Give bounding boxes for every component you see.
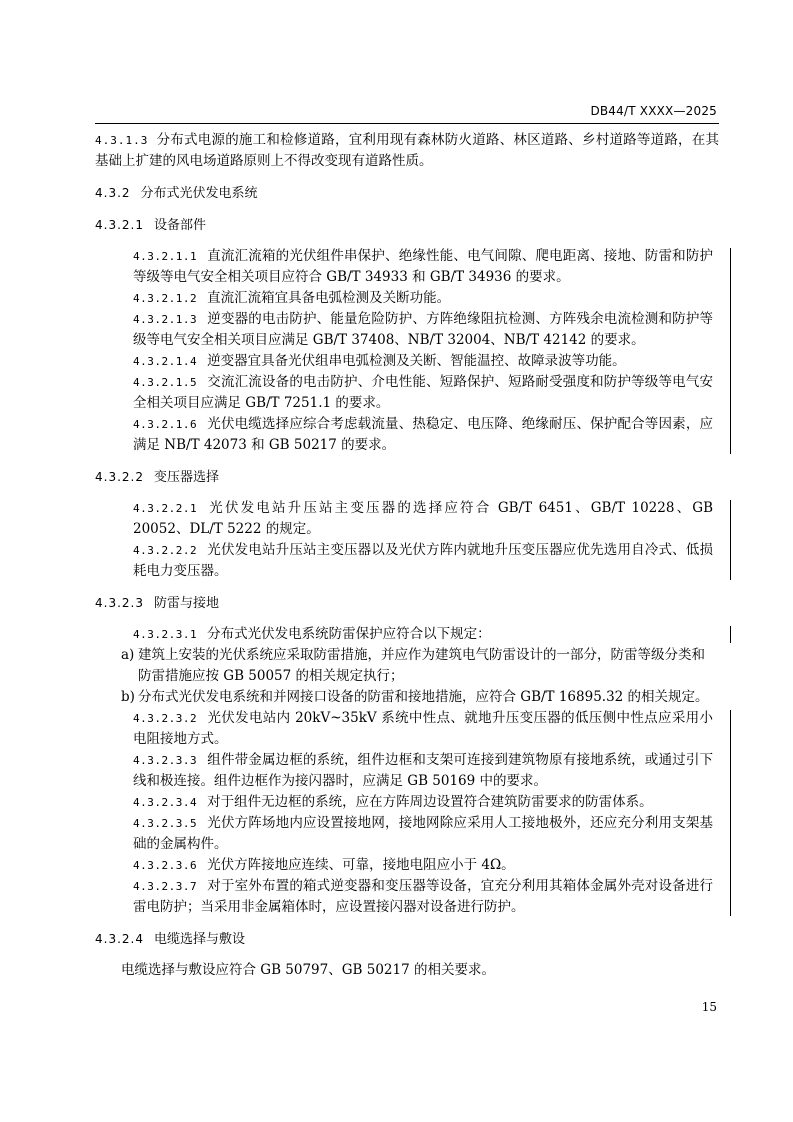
clause-item (133, 708, 713, 750)
item-text: 光伏发电站升压站主变压器的选择应符合 GB/T 6451、GB/T 10228、GB 20052、DL/T 5222 的规定。 (133, 500, 713, 537)
list-item (108, 687, 713, 708)
item-text: 光伏发电站升压站主变压器以及光伏方阵内就地升压变压器应优先选用自冷式、低损耗电力变压器。 (133, 542, 713, 579)
clause-4-3-2-4-text: 电缆选择与敷设应符合 GB 50797、GB 50217 的相关要求。 (121, 962, 495, 978)
item-text: 交流汇流设备的电击防护、介电性能、短路保护、短路耐受强度和防护等级等电气安全相关项目应满足 GB/T 7251.1 的要求。 (133, 374, 713, 411)
item-number: 4.3.2.3.1 (133, 628, 198, 641)
heading-number: 4.3.2 (95, 186, 131, 200)
heading-4-3-2-3 (95, 593, 719, 614)
clause-number: 4.3.1.3 (95, 134, 149, 147)
list-text: 建筑上安装的光伏系统应采取防雷措施，并应作为建筑电气防雷设计的一部分，防雷等级分类和防雷措施应按 GB 50057 的相关规定执行； (138, 647, 705, 684)
section-4-3-2-1-items (95, 246, 719, 456)
item-text: 直流汇流箱宜具备电弧检测及关断功能。 (207, 290, 451, 306)
list-4-3-2-3-1 (95, 645, 719, 708)
clause-item (133, 813, 713, 855)
list-label: b) (121, 689, 135, 705)
section-4-3-2-2-items (95, 498, 719, 582)
item-text: 光伏电缆选择应综合考虑载流量、热稳定、电压降、绝缘耐压、保护配合等因素，应满足 NB/T 42073 和 GB 50217 的要求。 (133, 416, 713, 453)
doc-code-header: DB44/T XXXX—2025 (590, 104, 717, 118)
clause-item (133, 288, 713, 309)
clause-item (133, 750, 713, 792)
item-text: 逆变器宜具备光伏组串电弧检测及关断、智能温控、故障录波等功能。 (207, 353, 626, 369)
item-number: 4.3.2.1.3 (133, 313, 198, 326)
clause-text: 分布式电源的施工和检修道路，宜利用现有森林防火道路、林区道路、乡村道路等道路，在其基础上扩建的风电场道路原则上不得改变现有道路性质。 (95, 132, 719, 169)
document-body (95, 130, 719, 981)
heading-number: 4.3.2.4 (95, 932, 144, 946)
item-text: 组件带金属边框的系统，组件边框和支架可连接到建筑物原有接地系统，或通过引下线和极连接。组件边框作为接闪器时，应满足 GB 50169 中的要求。 (133, 752, 713, 789)
clause-4-3-1-3 (95, 130, 719, 172)
item-number: 4.3.2.3.6 (133, 859, 198, 872)
heading-number: 4.3.2.1 (95, 218, 144, 232)
clause-item (133, 309, 713, 351)
heading-number: 4.3.2.3 (95, 596, 144, 610)
item-text: 光伏方阵场地内应设置接地网，接地网除应采用人工接地极外，还应充分利用支架基础的金属构件。 (133, 815, 713, 852)
section-4-3-2-3-items (95, 708, 719, 918)
item-number: 4.3.2.3.5 (133, 817, 198, 830)
clause-item (133, 540, 713, 582)
header-rule (95, 123, 719, 124)
item-text: 光伏发电站内 20kV~35kV 系统中性点、就地升压变压器的低压侧中性点应采用小电阻接地方式。 (133, 710, 713, 747)
item-number: 4.3.2.1.2 (133, 292, 198, 305)
clause-item (133, 498, 713, 540)
item-text: 光伏方阵接地应连续、可靠，接地电阻应小于 4Ω。 (207, 857, 515, 873)
heading-title: 变压器选择 (153, 470, 219, 485)
clause-item (133, 855, 713, 876)
item-number: 4.3.2.2.2 (133, 544, 198, 557)
heading-4-3-2-2 (95, 467, 719, 488)
section-4-3-2-3-first (95, 624, 719, 645)
item-text: 直流汇流箱的光伏组件串保护、绝缘性能、电气间隙、爬电距离、接地、防雷和防护等级等电气安全相关项目应符合 GB/T 34933 和 GB/T 34936 的要求。 (133, 248, 713, 285)
item-number: 4.3.2.3.3 (133, 754, 198, 767)
item-text: 逆变器的电击防护、能量危险防护、方阵绝缘阻抗检测、方阵残余电流检测和防护等级等电气安全相关项目应满足 GB/T 37408、NB/T 32004、NB/T 42142 的要求。 (133, 311, 713, 348)
item-number: 4.3.2.3.2 (133, 712, 198, 725)
item-text: 对于室外布置的箱式逆变器和变压器等设备，宜充分利用其箱体金属外壳对设备进行雷电防护；当采用非金属箱体时，应设置接闪器对设备进行防护。 (133, 878, 713, 915)
item-text: 分布式光伏发电系统防雷保护应符合以下规定： (207, 626, 491, 642)
heading-title: 防雷与接地 (153, 596, 219, 611)
heading-title: 电缆选择与敷设 (153, 932, 245, 947)
clause-item (133, 246, 713, 288)
page-number: 15 (701, 1000, 717, 1014)
clause-item (133, 876, 713, 918)
clause-item (133, 372, 713, 414)
list-item (108, 645, 713, 687)
item-number: 4.3.2.1.1 (133, 250, 198, 263)
heading-title: 设备部件 (153, 218, 206, 233)
item-number: 4.3.2.1.6 (133, 418, 198, 431)
item-number: 4.3.2.1.4 (133, 355, 198, 368)
heading-4-3-2-1 (95, 215, 719, 236)
list-label: a) (121, 647, 135, 663)
clause-item (133, 624, 713, 645)
item-number: 4.3.2.1.5 (133, 376, 198, 389)
clause-item (133, 351, 713, 372)
item-text: 对于组件无边框的系统，应在方阵周边设置符合建筑防雷要求的防雷体系。 (207, 794, 653, 810)
heading-number: 4.3.2.2 (95, 470, 144, 484)
item-number: 4.3.2.3.4 (133, 796, 198, 809)
heading-title: 分布式光伏发电系统 (140, 186, 258, 201)
heading-4-3-2 (95, 183, 719, 204)
heading-4-3-2-4 (95, 929, 719, 950)
clause-item (133, 792, 713, 813)
item-number: 4.3.2.3.7 (133, 880, 198, 893)
item-number: 4.3.2.2.1 (133, 502, 198, 515)
list-text: 分布式光伏发电系统和并网接口设备的防雷和接地措施，应符合 GB/T 16895.32 的相关规定。 (138, 689, 709, 705)
clause-item (133, 414, 713, 456)
